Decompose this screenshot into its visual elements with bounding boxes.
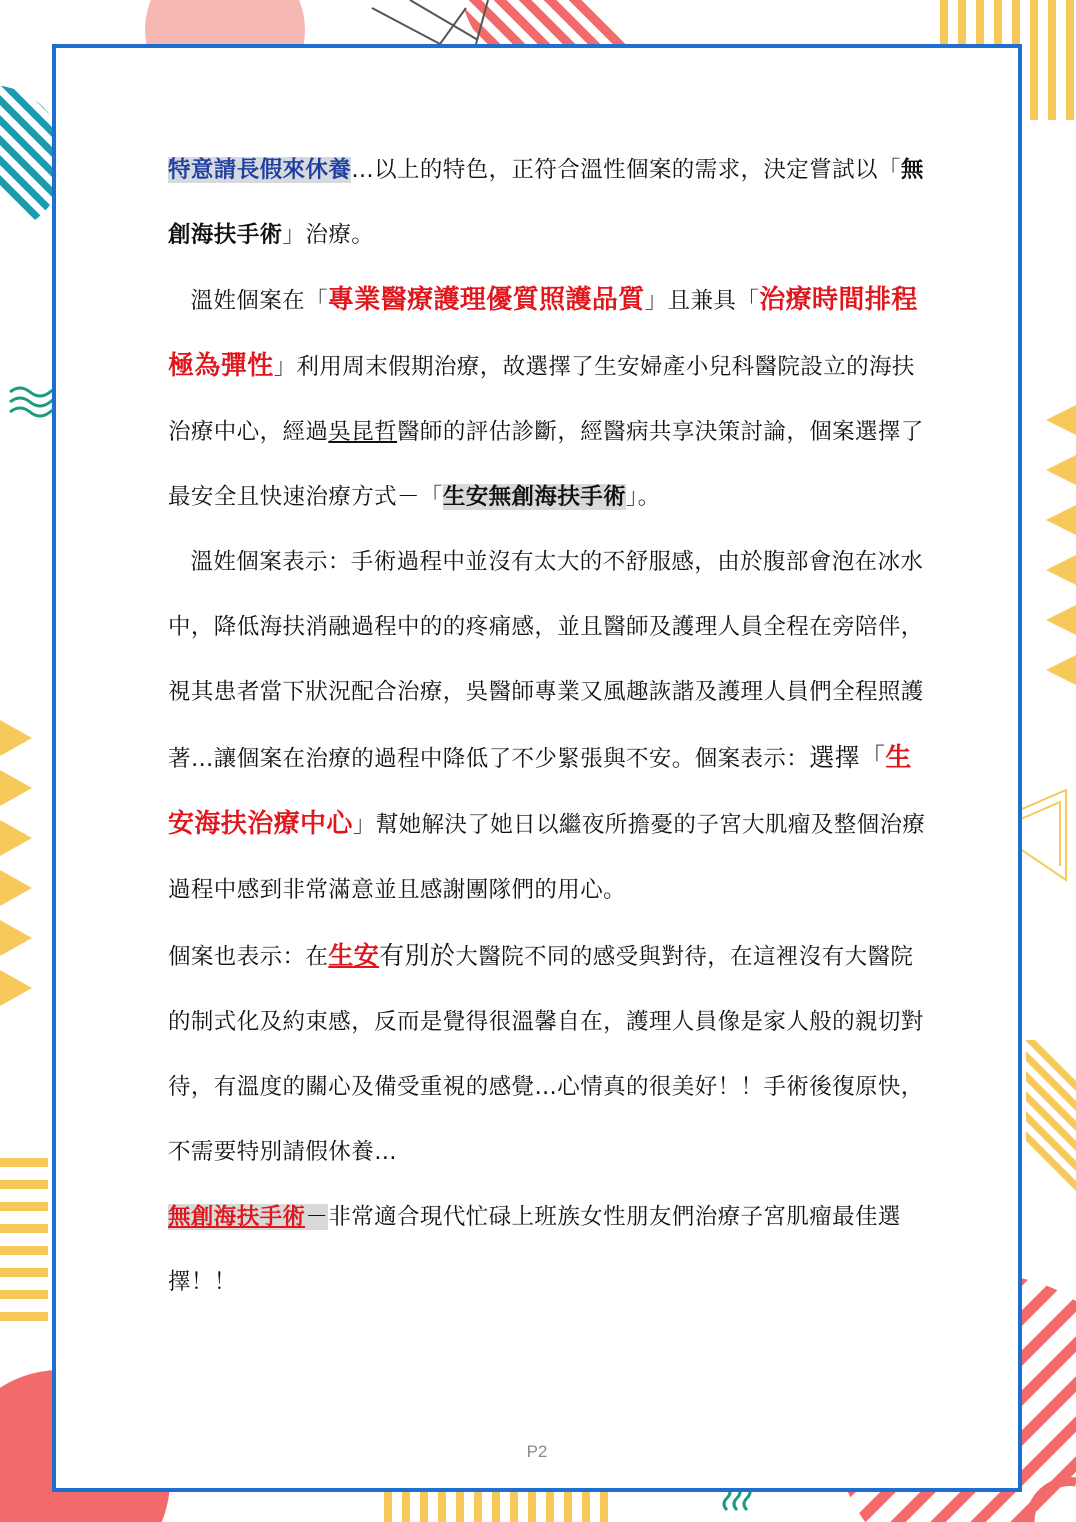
- left-yellow-stripes: [0, 1158, 48, 1321]
- body-text: 個案也表示：在: [168, 944, 329, 970]
- red-underlined-term: 生安: [328, 941, 380, 970]
- body-text: 醫師的評估診斷，經醫病共享決策討論，個案選擇了最安全且快速治療方式－「: [168, 419, 924, 510]
- body-text: 」幫她解決了她日以繼夜所擔憂的子宮大肌瘤及整個治療過程中感到非常滿意並且感謝團隊們的用心。: [168, 812, 926, 903]
- red-emphasis: 治療時間排程極為彈性: [168, 285, 918, 381]
- paragraph-5: [168, 1185, 928, 1315]
- article-body: [168, 138, 928, 1315]
- document-page: [52, 44, 1022, 1492]
- bottom-yellow-stripes: [384, 1490, 608, 1522]
- highlight-term: 生安無創海扶手術: [442, 484, 627, 510]
- paragraph-1: [168, 138, 928, 268]
- right-triangle-row: [1046, 405, 1076, 685]
- body-text: 大醫院不同的感受與對待，在這裡沒有大醫院的制式化及約束感，反而是覺得很溫馨自在，護理人員像是家人般的親切對待，有溫度的關心及備受重視的感覺…心情真的很美好！！手術後復原快，不需要特別請假休養…: [168, 944, 924, 1165]
- doctor-name: 吳昆哲: [328, 419, 398, 445]
- arc-shape: [1030, 1482, 1076, 1522]
- body-text: 」。: [626, 484, 661, 510]
- page-number: P2: [526, 1442, 548, 1461]
- body-text: …以上的特色，正符合溫性個案的需求，決定嘗試以「: [351, 157, 901, 183]
- body-text: 選擇「: [809, 743, 886, 772]
- paragraph-2: [168, 268, 928, 530]
- bold-term: 無創海扶手術: [168, 157, 924, 248]
- red-underlined-term: 無創海扶手術: [168, 1204, 306, 1230]
- body-text: 溫姓個案表示：手術過程中並沒有太大的不舒服感，由於腹部會泡在冰水中，降低海扶消融過程中的的疼痛感，並且醫師及護理人員全程在旁陪伴，視其患者當下狀況配合治療，吳醫師專業又風趣詼諧及護理人員們全程照護著…讓個案在治療的過程中降低了不少緊張與不安。個案表示：: [168, 549, 924, 772]
- left-triangle-row: [0, 720, 32, 1006]
- body-text: 有別於: [379, 941, 456, 970]
- body-text: 非常適合現代忙碌上班族女性朋友們治療子宮肌瘤最佳選擇！！: [168, 1204, 901, 1295]
- paragraph-3: [168, 530, 928, 923]
- body-text: 」且兼具「: [644, 288, 760, 314]
- paragraph-4: [168, 923, 928, 1185]
- red-emphasis: 專業醫療護理優質照護品質: [327, 285, 645, 315]
- body-text: －: [305, 1204, 329, 1230]
- highlight-text: 特意請長假來休養: [168, 157, 352, 183]
- body-text: 溫姓個案在「: [190, 288, 328, 314]
- body-text: 」治療。: [282, 222, 375, 248]
- red-emphasis: 生安海扶治療中心: [168, 743, 912, 839]
- body-text: 」利用周末假期治療，故選擇了生安婦產小兒科醫院設立的海扶治療中心，經過: [168, 354, 915, 445]
